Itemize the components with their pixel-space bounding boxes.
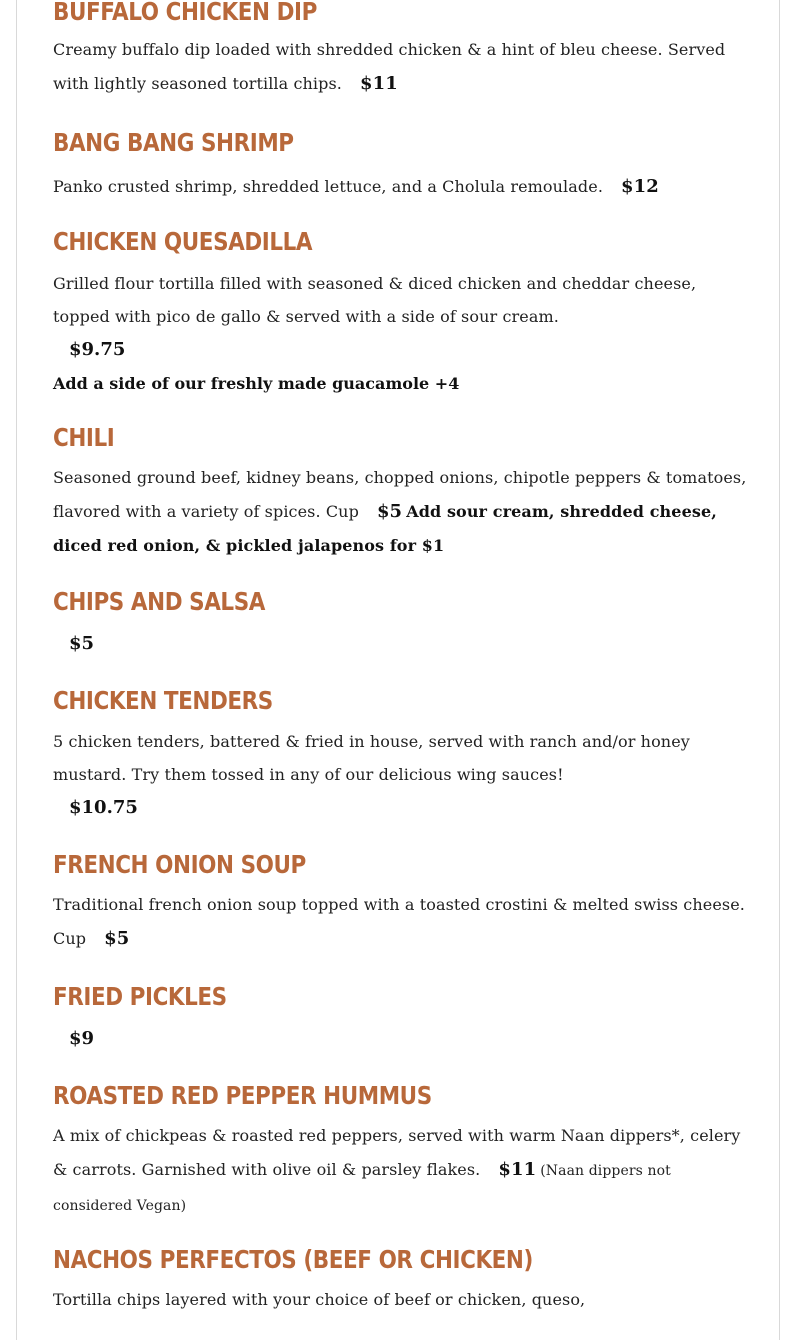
menu-item-roasted-red-pepper-hummus: [53, 1081, 753, 1223]
menu-item-chips-and-salsa: [53, 587, 753, 661]
menu-item-chicken-quesadilla: [53, 227, 753, 401]
item-description: [53, 461, 753, 563]
item-description: [53, 1119, 753, 1223]
item-description: 5 chicken tenders, battered & fried in house, served with ranch and/or honey mustard. Try them tossed in any of our delicious wing sauces!: [53, 732, 690, 784]
item-price: $9.75: [69, 339, 126, 360]
item-price: $10.75: [69, 797, 138, 818]
item-description-text: Creamy buffalo dip loaded with shredded chicken & a hint of bleu cheese. Served with lightly seasoned tortilla chips.: [53, 40, 726, 93]
item-title: ROASTED RED PEPPER HUMMUS: [53, 1081, 432, 1110]
item-description: [53, 170, 753, 204]
item-description: Grilled flour tortilla filled with seasoned & diced chicken and cheddar cheese, topped with pico de gallo & served with a side of sour cream.: [53, 274, 697, 326]
item-title: NACHOS PERFECTOS (BEEF OR CHICKEN): [53, 1245, 533, 1274]
item-description-text: Seasoned ground beef, kidney beans, chopped onions, chipotle peppers & tomatoes, flavored with a variety of spices. Cup: [53, 468, 747, 521]
menu-item-nachos-perfectos: [53, 1245, 753, 1317]
item-description: Tortilla chips layered with your choice of beef or chicken, queso,: [53, 1290, 586, 1309]
item-title: CHIPS AND SALSA: [53, 587, 265, 616]
item-description-text: A mix of chickpeas & roasted red peppers, served with warm Naan dippers*, celery & carrots. Garnished with olive oil & parsley flakes.: [53, 1126, 741, 1179]
item-title: CHICKEN QUESADILLA: [53, 227, 313, 256]
item-title: BANG BANG SHRIMP: [53, 128, 294, 157]
menu-item-fried-pickles: [53, 982, 753, 1056]
item-title: FRIED PICKLES: [53, 982, 227, 1011]
item-description: [53, 33, 753, 101]
menu-item-buffalo-chicken-dip: [53, 0, 753, 101]
menu-item-bang-bang-shrimp: [53, 128, 753, 204]
item-price: $11: [498, 1159, 537, 1180]
item-title: CHILI: [53, 423, 115, 452]
item-extra: Add sour cream, shredded cheese, diced red onion, & pickled jalapenos for $1: [53, 502, 717, 555]
item-price: $5: [376, 501, 403, 522]
item-price: $12: [621, 176, 659, 197]
menu-item-chili: [53, 423, 753, 563]
item-price: $9: [69, 1028, 95, 1049]
item-title: FRENCH ONION SOUP: [53, 850, 306, 879]
item-price: $5: [69, 633, 95, 654]
item-note: (Naan dippers not considered Vegan): [53, 1163, 671, 1214]
item-price: $5: [104, 928, 130, 949]
item-title: BUFFALO CHICKEN DIP: [53, 0, 317, 26]
item-extra: Add a side of our freshly made guacamole +4: [53, 374, 460, 393]
item-price: $11: [360, 73, 398, 94]
menu-item-chicken-tenders: [53, 686, 753, 825]
item-title: CHICKEN TENDERS: [53, 686, 273, 715]
item-description: [53, 888, 753, 956]
menu-item-french-onion-soup: [53, 850, 753, 956]
item-description-text: Traditional french onion soup topped with a toasted crostini & melted swiss cheese. Cup: [53, 895, 745, 948]
item-description-text: Panko crusted shrimp, shredded lettuce, and a Cholula remoulade.: [53, 177, 604, 196]
